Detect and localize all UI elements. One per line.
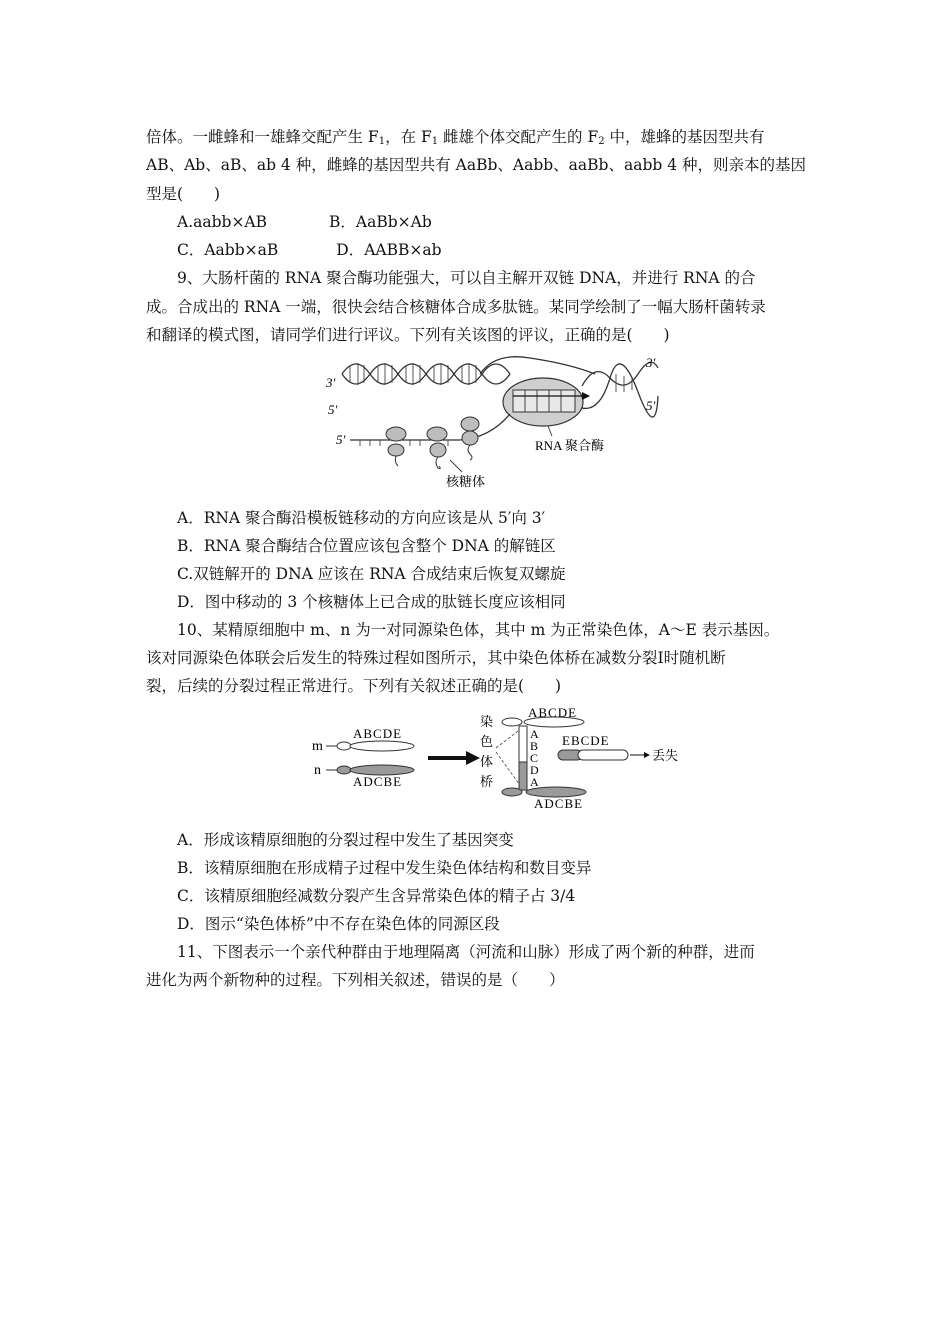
bridge-white-part [519,726,527,762]
q9-line-1: 9、大肠杆菌的 RNA 聚合酶功能强大，可以自主解开双链 DNA，并进行 RNA 的合 [177,269,756,287]
dna-base-pairs-left [350,363,476,385]
q8-option-a[interactable]: A.aabb×AB [177,213,268,231]
q10-option-b[interactable]: B．该精原细胞在形成精子过程中发生染色体结构和数目变异 [177,859,592,877]
transcription-translation-figure [320,352,665,492]
rna-polymerase-label: RNA 聚合酶 [535,438,604,453]
bridge-gray-part [519,762,527,790]
q10-option-c[interactable]: C．该精原细胞经减数分裂产生含异常染色体的精子占 3/4 [177,887,576,905]
ribosome-2 [427,427,447,469]
ribosome-3 [461,417,479,460]
dna-bubble-top [480,357,595,374]
ribosome-label-pointer [450,460,462,472]
bridge-label-3: 体 [480,754,494,769]
q8-line-1: 倍体。一雌蜂和一雄蜂交配产生 $F_1$，在 $F_1$ 雌雄个体交配产生的 $F_2$ 中，雄蜂的基因型共有 [146,128,765,147]
q9-option-a[interactable]: A．RNA 聚合酶沿模板链移动的方向应该是从 5′向 3′ [177,509,546,527]
q11-line-1: 11、下图表示一个亲代种群由于地理隔离（河流和山脉）形成了两个新的种群，进而 [177,943,755,961]
q8-options-cd [177,240,442,260]
chromosome-n-label: n [314,763,321,778]
polymerase-label-pointer [548,426,552,436]
q11-line-2: 进化为两个新物种的过程。下列相关叙述，错误的是（ ） [146,971,565,989]
q10-option-a[interactable]: A．形成该精原细胞的分裂过程中发生了基因突变 [177,831,514,849]
bridge-gene-d: D [530,763,539,777]
q10-line-2: 该对同源染色体联会后发生的特殊过程如图所示，其中染色体桥在减数分裂Ⅰ时随机断 [146,649,726,667]
q9-option-b[interactable]: B．RNA 聚合酶结合位置应该包含整个 DNA 的解链区 [177,537,556,555]
q8-option-c[interactable]: C．Aabb×aB [177,241,279,259]
q9-line-3: 和翻译的模式图，请同学们进行评议。下列有关该图的评议，正确的是( ) [146,326,670,344]
q10-line-3: 裂，后续的分裂过程正常进行。下列有关叙述正确的是( ) [146,677,562,695]
bridge-gene-c: C [530,751,539,765]
right-5-prime-label: 5′ [646,398,656,413]
chromosome-n-genes: ADCBE [353,774,403,789]
q8-option-b[interactable]: B．AaBb×Ab [329,213,432,231]
q8-options-ab [177,212,432,232]
mrna-5-prime-label: 5′ [336,432,346,447]
bridge-gene-b: B [530,739,539,753]
chromosome-m-label: m [312,739,323,754]
lost-label: 丢失 [652,748,679,763]
top-genes: ABCDE [528,705,578,720]
left-5-prime-label: 5′ [328,402,338,417]
bottom-genes: ADCBE [534,796,584,811]
ribosome-label: 核糖体 [446,474,486,489]
bottom-arm-left [502,788,522,796]
chromosome-bridge-figure [308,700,688,815]
template-strand-box [513,390,575,412]
right-3-prime-label: 3′ [646,355,656,370]
chromosome-m-long-arm [350,741,414,751]
q8-option-d[interactable]: D．AABB×ab [336,241,442,259]
bridge-label-4: 桥 [480,774,494,789]
bridge-gene-a: A [530,727,539,741]
top-arm-left [502,718,522,726]
bridge-label-2: 色 [480,734,494,749]
chromosome-m-short-arm [337,742,351,750]
chromosome-n-short-arm [337,766,351,774]
q9-option-d[interactable]: D．图中移动的 3 个核糖体上已合成的肽链长度应该相同 [177,593,566,611]
q9-line-2: 成。合成出的 RNA 一端，很快会结合核糖体合成多肽链。某同学绘制了一幅大肠杆菌转录 [146,298,766,316]
bridge-gene-a2: A [530,775,539,789]
lost-fragment-genes: EBCDE [562,733,610,748]
q10-line-1: 10、某精原细胞中 m、n 为一对同源染色体，其中 m 为正常染色体，A～E 表示基因。 [177,621,780,639]
ribosome-1 [386,427,406,466]
q9-option-c[interactable]: C.双链解开的 DNA 应该在 RNA 合成结束后恢复双螺旋 [177,565,566,583]
q10-option-d[interactable]: D．图示“染色体桥”中不存在染色体的同源区段 [177,915,500,933]
left-3-prime-label: 3′ [326,375,336,390]
bridge-label-1: 染 [480,714,494,729]
lost-fragment-white [578,750,628,760]
chromosome-m-genes: ABCDE [353,726,403,741]
dna-strand-2 [342,364,510,384]
q8-line-2: AB、Ab、aB、ab 4 种，雌蜂的基因型共有 AaBb、Aabb、aaBb、aabb 4 种，则亲本的基因 [146,156,807,174]
q8-line-3: 型是( ) [146,185,221,203]
